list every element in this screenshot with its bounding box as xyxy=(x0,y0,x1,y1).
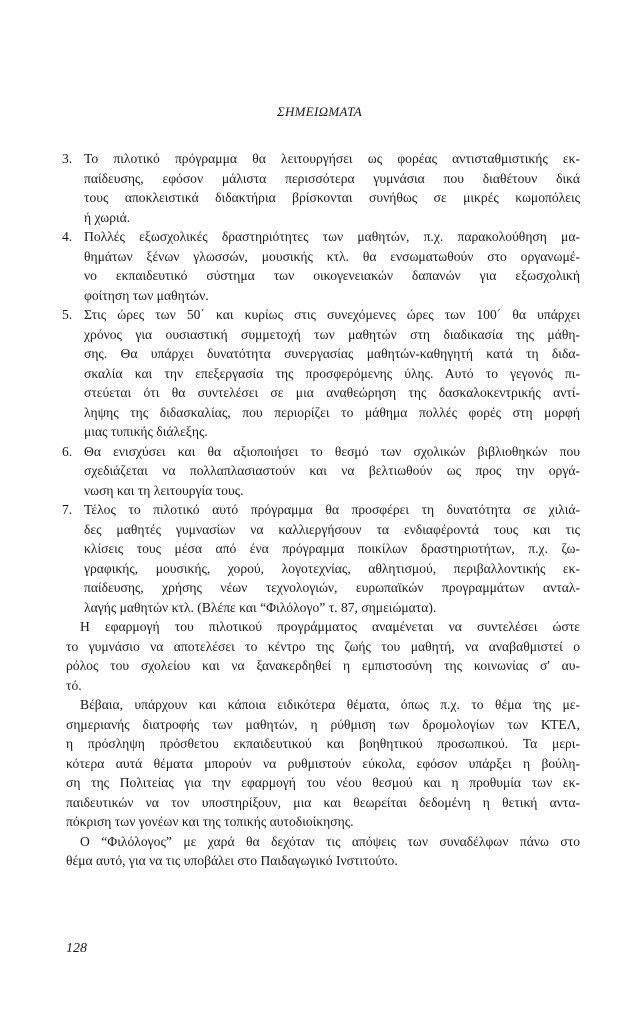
text-line: πόκριση των γονέων και της τοπικής αυτοδιοίκησης. xyxy=(66,814,354,829)
text-line: τους αποκλειστικά διδακτήρια βρίσκονται συνήθως σε μικρές κωμοπόλεις xyxy=(84,190,580,205)
text-line: Στις ώρες των 50΄ και κυρίως στις συνεχόμενες ώρες των 100΄ θα υπάρχει xyxy=(84,307,580,322)
text-line: κλίσεις τους μέσα από ένα πρόγραμμα ποικίλων δραστηριοτήτων, π.χ. ζω- xyxy=(84,541,580,556)
text-line: φοίτηση των μαθητών. xyxy=(84,287,209,303)
text-line: παίδευσης, χρήσης νέων τεχνολογιών, ευρωπαϊκών προγραμμάτων ανταλ- xyxy=(84,580,580,595)
text-line: στεύεται ότι θα συντελέσει σε μια αναθεώρηση της δασκαλοκεντρικής αντί- xyxy=(84,385,580,400)
list-item xyxy=(62,442,580,501)
text-line: χρόνος για ουσιαστική συμμετοχή των μαθητών στη διαδικασία της μάθη- xyxy=(84,326,580,342)
numbered-list xyxy=(62,149,580,617)
text-line: Βέβαια, υπάρχουν και κάποια ειδικότερα θέματα, όπως π.χ. το θέμα της με- xyxy=(80,697,580,712)
text-line: παίδευσης, εφόσον μάλιστα περισσότερα γυμνάσια που διαθέτουν δικά xyxy=(84,170,580,186)
paragraph xyxy=(66,832,580,871)
page-number: 128 xyxy=(66,941,87,956)
text-line: Θα ενισχύσει και θα αξιοποιήσει το θεσμό των σχολικών βιβλιοθηκών που xyxy=(84,443,580,459)
page-body xyxy=(62,149,580,871)
list-item xyxy=(62,500,580,617)
text-line: Τέλος το πιλοτικό αυτό πρόγραμμα θα προσφέρει τη δυνατότητα σε χιλιά- xyxy=(84,502,580,517)
list-item xyxy=(62,227,580,305)
text-line: σημεριανής διατροφής των μαθητών, η ρύθμιση των δρομολογίων των ΚΤΕΛ, xyxy=(66,716,580,732)
text-line: σκαλία και την επεξεργασία της προσφερόμενης ύλης. Αυτό το γεγονός πι- xyxy=(84,365,580,381)
text-line: κότερα αυτά θέματα μπορούν να ρυθμιστούν εύκολα, εφόσον υπάρξει η βούλη- xyxy=(66,755,580,771)
list-item-number: 3. xyxy=(62,151,73,166)
text-line: παιδευτικών να τον υποστηρίξουν, μια και θεωρείται δεδομένη η θετική αντα- xyxy=(66,794,580,810)
list-item-number: 6. xyxy=(62,443,73,459)
paragraphs xyxy=(66,617,580,871)
text-line: δες μαθητές γυμνασίων να καλλιεργήσουν τα ενδιαφέροντά τους και τις xyxy=(84,521,580,537)
text-line: θημάτων ξένων γλωσσών, μουσικής κτλ. θα ενσωματωθούν στο οργανωμέ- xyxy=(84,248,580,264)
text-line: νωση και τη λειτουργία τους. xyxy=(84,482,244,498)
text-line: ή χωριά. xyxy=(84,209,131,225)
text-line: το γυμνάσιο να αποτελέσει το κέντρο της ζωής του μαθητή, να αναβαθμιστεί ο xyxy=(66,638,580,654)
text-line: λαγής μαθητών κτλ. (Βλέπε και “Φιλόλογο” τ. 87, σημειώματα). xyxy=(84,599,437,615)
text-line: ση της Πολιτείας για την εφαρμογή του νέου θεσμού και η προθυμία των εκ- xyxy=(66,775,580,790)
text-line: σχεδιάζεται να πολλαπλασιαστούν και να βελτιωθούν ως προς την οργά- xyxy=(84,463,580,478)
text-line: νο εκπαιδευτικό σύστημα των οικογενειακών δαπανών για εξωσχολική xyxy=(84,268,580,283)
text-line: Ο “Φιλόλογος” με χαρά θα δεχόταν τις απόψεις των συναδέλφων πάνω στο xyxy=(80,833,580,849)
text-line: ληψης της διδασκαλίας, που περιορίζει το μάθημα πολλές φορές στη μορφή xyxy=(84,404,580,420)
page-header-title: ΣΗΜΕΙΩΜΑΤΑ xyxy=(276,104,363,119)
text-line: θέμα αυτό, για να τις υποβάλει στο Παιδαγωγικό Ινστιτούτο. xyxy=(66,853,398,868)
text-line: μιας τυπικής διάλεξης. xyxy=(84,424,208,439)
text-line: η πρόσληψη πρόσθετου εκπαιδευτικού και βοηθητικού προσωπικού. Τα μερι- xyxy=(66,736,580,751)
list-item xyxy=(62,149,580,227)
list-item xyxy=(62,305,580,442)
list-item-number: 4. xyxy=(62,229,73,244)
text-line: ρόλος του σχολείου και να ξανακερδηθεί η εμπιστοσύνη της κοινωνίας σ' αυ- xyxy=(66,658,580,673)
text-line: Η εφαρμογή του πιλοτικού προγράμματος αναμένεται να συντελέσει ώστε xyxy=(80,619,580,634)
list-item-number: 5. xyxy=(62,307,73,322)
text-line: τό. xyxy=(66,677,82,693)
text-line: σης. Θα υπάρχει δυνατότητα συνεργασίας μαθητών-καθηγητή κατά τη διδα- xyxy=(84,346,580,361)
paragraph xyxy=(66,695,580,832)
text-line: Το πιλοτικό πρόγραμμα θα λειτουργήσει ως φορέας αντισταθμιστικής εκ- xyxy=(84,151,580,166)
paragraph xyxy=(66,617,580,695)
text-line: γραφικής, μουσικής, χορού, λογοτεχνίας, αθλητισμού, περιβαλλοντικής εκ- xyxy=(84,560,580,576)
text-line: Πολλές εξωσχολικές δραστηριότητες των μαθητών, π.χ. παρακολούθηση μα- xyxy=(84,229,580,244)
list-item-number: 7. xyxy=(62,502,73,517)
